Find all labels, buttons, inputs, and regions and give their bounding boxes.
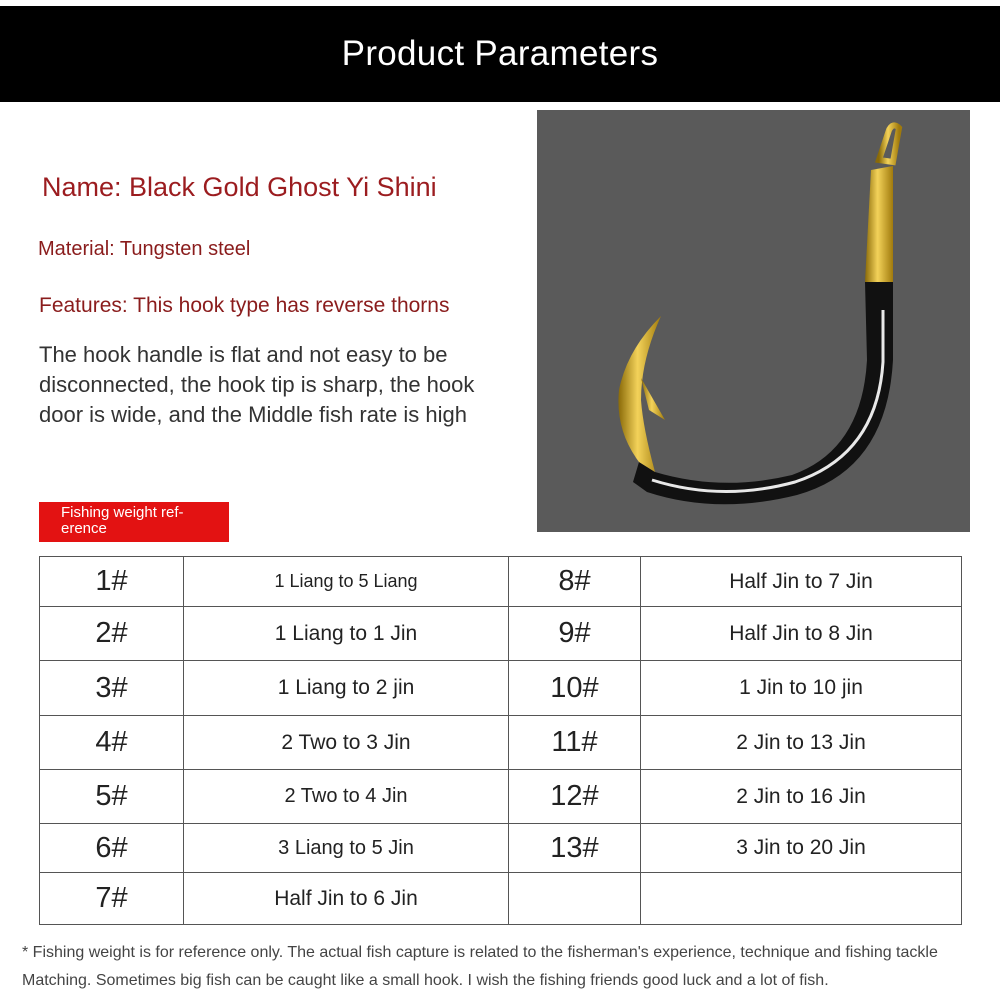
hook-size: 3# [40, 661, 184, 716]
hook-size: 4# [40, 716, 184, 770]
product-description: The hook handle is flat and not easy to be disconnected, the hook tip is sharp, the hook door is wide, and the Middle fish rate is high [39, 342, 475, 427]
table-row [40, 824, 962, 873]
hook-size: 9# [509, 607, 641, 661]
weight-range: 3 Liang to 5 Jin [184, 824, 509, 873]
product-photo [537, 110, 970, 532]
hook-size: 13# [509, 824, 641, 873]
page-title: Product Parameters [341, 34, 659, 73]
weight-range: Half Jin to 6 Jin [184, 873, 509, 925]
hook-size: 2# [40, 607, 184, 661]
hook-size: 6# [40, 824, 184, 873]
hook-size: 11# [509, 716, 641, 770]
hook-size: 10# [509, 661, 641, 716]
weight-range: 3 Jin to 20 Jin [641, 824, 962, 873]
hook-size: 8# [509, 557, 641, 607]
reference-badge [39, 502, 229, 542]
hook-size: 1# [40, 557, 184, 607]
weight-range: 2 Jin to 16 Jin [641, 770, 962, 824]
table-row [40, 661, 962, 716]
hook-size: 7# [40, 873, 184, 925]
product-name: Name: Black Gold Ghost Yi Shini [42, 172, 437, 202]
weight-range: 1 Liang to 1 Jin [184, 607, 509, 661]
table-row [40, 873, 962, 925]
weight-range: 2 Two to 3 Jin [184, 716, 509, 770]
header-banner [0, 6, 1000, 102]
hook-size [509, 873, 641, 925]
weight-range: Half Jin to 7 Jin [641, 557, 962, 607]
weight-range: 1 Liang to 2 jin [184, 661, 509, 716]
fishing-hook-icon [537, 110, 970, 532]
reference-label: Fishing weight ref- erence [61, 504, 184, 537]
weight-range: 2 Jin to 13 Jin [641, 716, 962, 770]
weight-range: 1 Jin to 10 jin [641, 661, 962, 716]
product-features: Features: This hook type has reverse thorns [39, 294, 450, 317]
weight-range: 2 Two to 4 Jin [184, 770, 509, 824]
table-row [40, 607, 962, 661]
weight-range: 1 Liang to 5 Liang [184, 557, 509, 607]
weight-range: Half Jin to 8 Jin [641, 607, 962, 661]
table-row [40, 716, 962, 770]
hook-size: 12# [509, 770, 641, 824]
product-material: Material: Tungsten steel [38, 238, 251, 260]
footnote-disclaimer: * Fishing weight is for reference only. The actual fish capture is related to the fisherman's experience, technique and fishing tackle Matching. Sometimes big fish can be caught like a small hook. I wish the fishing friends good luck and a lot of fish. [22, 944, 938, 989]
table-row [40, 557, 962, 607]
table-row [40, 770, 962, 824]
hook-size: 5# [40, 770, 184, 824]
weight-reference-table [39, 556, 962, 925]
weight-range [641, 873, 962, 925]
